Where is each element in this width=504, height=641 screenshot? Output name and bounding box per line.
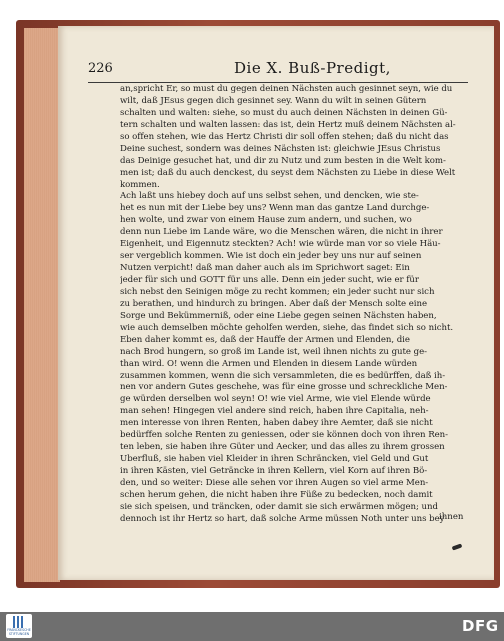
text-line: so offen stehen, wie das Hertz Christi dir soll offen stehen; daß du nicht das	[120, 131, 449, 142]
text-line: wilt, daß JEsus gegen dich gesinnet sey. Wann du wilt in seinen Gütern	[120, 95, 427, 106]
text-line: ten leben, sie haben ihre Güter und Aecker, und das alles zu ihrem grossen	[120, 442, 445, 453]
text-line: Eigenheit, und Eigennutz steckten? Ach! wie würde man vor so viele Häu-	[120, 239, 441, 250]
text-line: Ach laßt uns hiebey doch auf uns selbst sehen, und dencken, wie ste-	[120, 191, 419, 202]
text-line: zusammen kommen, wenn die sich versammleten, die es bedürffen, daß ih-	[120, 370, 446, 381]
text-line: sie sich speisen, und träncken, oder damit sie sich erwärmen mögen; und	[120, 501, 438, 512]
text-line: ser vergeblich kommen. Wie ist doch ein jeder bey uns nur auf seinen	[120, 251, 422, 262]
dfg-logo: DFG	[462, 617, 499, 635]
text-line: men interesse von ihren Renten, haben dabey ihre Aemter, daß sie nicht	[120, 418, 433, 429]
text-line: denn nun Liebe im Lande wäre, wo die Menschen wären, die nicht in ihrer	[120, 227, 443, 238]
text-line: jeder für sich und GOTT für uns alle. Denn ein jeder sucht, wie er für	[120, 275, 419, 285]
header-rule	[88, 82, 468, 83]
page-header	[88, 61, 468, 81]
logo-caption: FRANCKESCHE STIFTUNGEN	[7, 628, 31, 636]
running-head: Die X. Buß-Predigt,	[234, 59, 391, 77]
text-line: hen wolte, und zwar von einem Hause zum andern, und suchen, wo	[120, 215, 412, 226]
text-line: den, und so weiter: Diese alle sehen vor ihren Augen so viel arme Men-	[120, 477, 429, 488]
page-edges	[24, 28, 60, 582]
text-line: kommen.	[120, 179, 160, 190]
text-line: Deine suchest, sondern was deines Nächsten ist: gleichwie JEsus Christus	[120, 143, 441, 154]
text-line: schen herum gehen, die nicht haben ihre Füße zu bedecken, noch damit	[120, 489, 433, 500]
text-line: nach Brod hungern, so groß im Lande ist, weil ihnen nichts zu gute ge-	[120, 346, 427, 357]
text-line: sich nebst den Seinigen möge zu recht kommen; ein jeder sucht nur sich	[120, 286, 435, 297]
catchword: ihnen	[439, 512, 464, 522]
text-line: Eben daher kommt es, daß der Hauffe der Armen und Elenden, die	[120, 334, 410, 345]
body-text	[120, 84, 465, 526]
text-line: bedürffen solche Renten zu geniessen, oder sie können doch von ihren Ren-	[120, 430, 449, 441]
text-line: zu berathen, und hindurch zu bringen. Aber daß der Mensch solte eine	[120, 298, 428, 309]
text-line: Nutzen verpicht! daß man daher auch als im Sprichwort saget: Ein	[120, 263, 410, 274]
text-line: than wird. O! wenn die Armen und Elenden in diesem Lande würden	[120, 358, 418, 369]
text-line: wie auch demselben möchte geholfen werden, siehe, das findet sich so nicht.	[120, 322, 454, 333]
text-line: tern schalten und walten lassen: das ist, dein Hertz muß deinem Nächsten al-	[120, 119, 456, 130]
text-line: das Deinige gesuchet hat, und dir zu Nutz und zum besten in die Welt kom-	[120, 155, 446, 166]
text-line: het es nun mit der Liebe bey uns? Wenn man das gantze Land durchge-	[120, 203, 430, 214]
logo-bars-icon	[13, 616, 25, 628]
page-number: 226	[88, 61, 113, 76]
text-line: ge würden derselben wol seyn! O! wie viel Arme, wie viel Elende würde	[120, 394, 431, 405]
text-line: Sorge und Bekümmerniß, oder eine Liebe gegen seinen Nächsten haben,	[120, 310, 437, 321]
text-line: man sehen! Hingegen viel andere sind reich, haben ihre Capitalia, neh-	[120, 406, 429, 417]
text-line: dennoch ist ihr Hertz so hart, daß solche Arme müssen Noth unter uns bey	[120, 513, 445, 524]
text-line: Uberfluß, sie haben viel Kleider in ihren Schräncken, viel Geld und Gut	[120, 454, 429, 465]
text-line: men ist; daß du auch denckest, du seyst dem Nächsten zu Liebe in diese Welt	[120, 167, 456, 178]
text-line: an,spricht Er, so must du gegen deinen Nächsten auch gesinnet seyn, wie du	[120, 84, 453, 94]
franckesche-stiftungen-logo	[6, 614, 32, 638]
text-line: in ihren Kästen, viel Geträncke in ihren Kellern, viel Korn auf ihren Bö-	[120, 466, 428, 476]
footer-bar	[0, 612, 504, 641]
text-line: schalten und walten: siehe, so must du auch deinen Nächsten in deinen Gü-	[120, 107, 448, 118]
text-line: nen vor andern Gutes geschehe, was für eine grosse und schreckliche Men-	[120, 382, 448, 393]
